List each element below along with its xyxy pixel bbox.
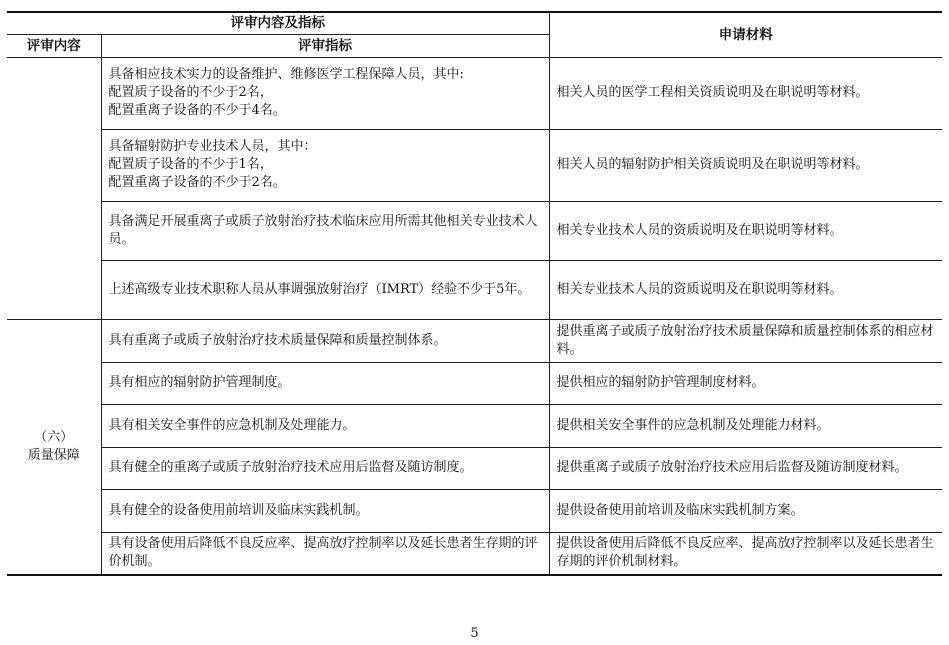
table-row bbox=[7, 57, 942, 129]
table-row bbox=[7, 404, 942, 447]
materials-cell: 提供重离子或质子放射治疗技术质量保障和质量控制体系的相应材料。 bbox=[549, 319, 942, 362]
category-cell-quality-assurance bbox=[7, 319, 101, 575]
category-name: 质量保障 bbox=[27, 447, 80, 463]
materials-cell: 提供相关安全事件的应急机制及处理能力材料。 bbox=[549, 404, 942, 447]
table-row bbox=[7, 489, 942, 532]
indicator-cell: 具有健全的重离子或质子放射治疗技术应用后监督及随访制度。 bbox=[101, 447, 549, 489]
materials-cell: 提供相应的辐射防护管理制度材料。 bbox=[549, 362, 942, 404]
indicator-line: 具备相应技术实力的设备维护、维修医学工程保障人员，其中: bbox=[108, 67, 464, 82]
review-criteria-table bbox=[7, 11, 942, 576]
table-row bbox=[7, 362, 942, 404]
category-number: （六） bbox=[34, 429, 74, 445]
materials-cell: 相关人员的辐射防护相关资质说明及在职说明等材料。 bbox=[549, 129, 942, 201]
indicator-cell: 具有健全的设备使用前培训及临床实践机制。 bbox=[101, 489, 549, 532]
indicator-cell: 上述高级专业技术职称人员从事调强放射治疗（IMRT）经验不少于5年。 bbox=[101, 260, 549, 319]
indicator-line: 配置重离子设备的不少于2名。 bbox=[108, 175, 286, 190]
indicator-line: 配置重离子设备的不少于4名。 bbox=[108, 103, 286, 118]
indicator-cell: 具有相关安全事件的应急机制及处理能力。 bbox=[101, 404, 549, 447]
table-row bbox=[7, 447, 942, 489]
table-row bbox=[7, 260, 942, 319]
category-cell-continued bbox=[7, 57, 101, 319]
header-review-indicator: 评审指标 bbox=[101, 34, 549, 57]
indicator-cell bbox=[101, 129, 549, 201]
table-row bbox=[7, 319, 942, 362]
indicator-cell: 具备满足开展重离子或质子放射治疗技术临床应用所需其他相关专业技术人员。 bbox=[101, 201, 549, 260]
materials-cell: 相关专业技术人员的资质说明及在职说明等材料。 bbox=[549, 201, 942, 260]
header-review-content-and-indicators: 评审内容及指标 bbox=[7, 12, 549, 34]
indicator-line: 具备辐射防护专业技术人员，其中： bbox=[108, 139, 317, 154]
indicator-cell: 具有设备使用后降低不良反应率、提高放疗控制率以及延长患者生存期的评价机制。 bbox=[101, 532, 549, 575]
materials-cell: 提供重离子或质子放射治疗技术应用后监督及随访制度材料。 bbox=[549, 447, 942, 489]
materials-cell: 相关专业技术人员的资质说明及在职说明等材料。 bbox=[549, 260, 942, 319]
header-review-content: 评审内容 bbox=[7, 34, 101, 57]
materials-cell: 提供设备使用后降低不良反应率、提高放疗控制率以及延长患者生存期的评价机制材料。 bbox=[549, 532, 942, 575]
table-row bbox=[7, 532, 942, 575]
materials-cell: 提供设备使用前培训及临床实践机制方案。 bbox=[549, 489, 942, 532]
materials-cell: 相关人员的医学工程相关资质说明及在职说明等材料。 bbox=[549, 57, 942, 129]
table-row bbox=[7, 129, 942, 201]
indicator-cell bbox=[101, 57, 549, 129]
indicator-line: 配置质子设备的不少于2名， bbox=[108, 85, 273, 100]
indicator-line: 配置质子设备的不少于1名， bbox=[108, 157, 273, 172]
indicator-cell: 具有重离子或质子放射治疗技术质量保障和质量控制体系。 bbox=[101, 319, 549, 362]
table-row bbox=[7, 201, 942, 260]
header-application-materials: 申请材料 bbox=[549, 12, 942, 57]
page-number: 5 bbox=[470, 626, 479, 641]
indicator-cell: 具有相应的辐射防护管理制度。 bbox=[101, 362, 549, 404]
header-row-1 bbox=[7, 12, 942, 34]
